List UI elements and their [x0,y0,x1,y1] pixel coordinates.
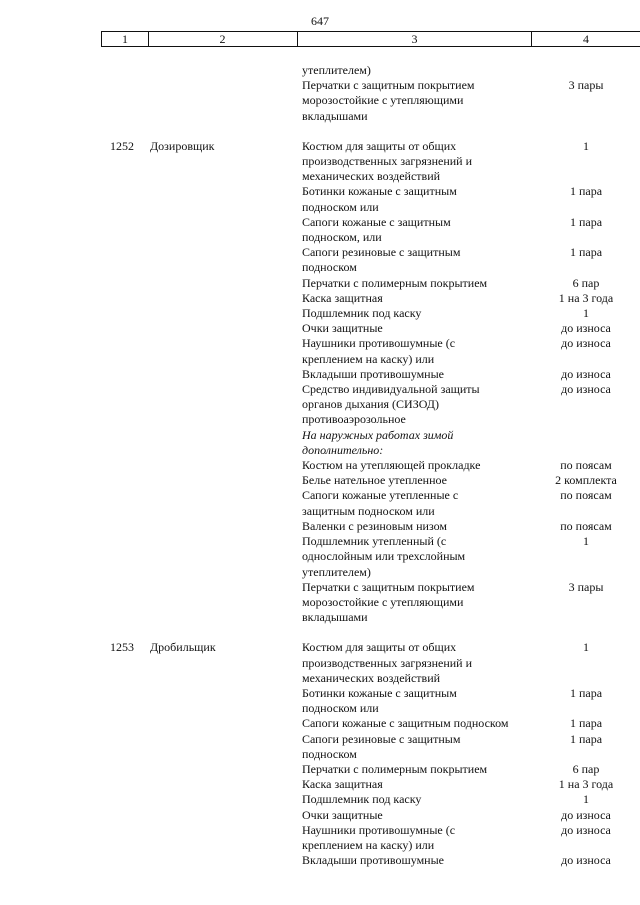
equipment-item: утеплителем) [302,63,371,77]
issue-norm: 1 пара [569,731,603,746]
table-row [0,428,640,458]
profession-name: Дробильщик [150,640,216,655]
table-row [0,367,640,382]
issue-norm: 3 пары [568,78,604,93]
table-row [0,823,640,853]
table-row [0,184,640,214]
table-row [0,473,640,488]
table-row [0,808,640,823]
table-row [0,580,640,626]
table-row [0,853,640,868]
issue-norm: 1 пара [569,685,603,700]
equipment-item: Ботинки кожаные с защитным подноском или [302,184,457,214]
table-row [0,488,640,518]
equipment-item: Каска защитная [302,777,383,792]
table-header [101,31,640,47]
table-body [0,63,640,868]
table-row [0,640,640,686]
table-row [0,534,640,580]
equipment-item: Подшлемник под каску [302,306,422,321]
table-row [0,306,640,321]
equipment-item: Очки защитные [302,807,383,822]
header-col-1: 1 [101,32,149,46]
equipment-item: Костюм для защиты от общих производственных загрязнений и механических воздействий [302,138,473,184]
table-row [0,519,640,534]
issue-norm: 6 пар [572,275,600,290]
equipment-item: Сапоги резиновые с защитным подноском [302,245,461,275]
issue-norm: 1 [583,640,589,655]
table-row [0,762,640,777]
table-row [0,458,640,473]
table-row [0,63,640,78]
equipment-item: Наушники противошумные (с креплением на каску) или [302,822,456,852]
table-row [0,777,640,792]
equipment-item: Сапоги кожаные утепленные с защитным подноском или [302,488,459,518]
issue-norm: по поясам [560,488,612,503]
issue-norm: до износа [561,321,611,336]
table-row [0,732,640,762]
equipment-item: Очки защитные [302,321,383,336]
table-row [0,382,640,428]
issue-norm: 3 пары [568,579,604,594]
table-row [0,336,640,366]
issue-norm: до износа [561,822,611,837]
issue-norm: 2 комплекта [555,473,617,488]
equipment-item: Перчатки с защитным покрытием морозостойкие с утепляющими вкладышами [302,78,475,123]
table-row [0,792,640,807]
table-row [0,321,640,336]
equipment-item: Сапоги резиновые с защитным подноском [302,731,461,761]
table-row [0,215,640,245]
issue-norm: 1 [583,792,589,807]
table-row [0,78,640,124]
header-col-2: 2 [148,32,298,46]
issue-norm: 1 [583,138,589,153]
equipment-item: Сапоги кожаные с защитным подноском, или [302,214,451,245]
equipment-item: Перчатки с защитным покрытием морозостойкие с утепляющими вкладышами [302,579,475,625]
equipment-item: На наружных работах зимой дополнительно: [302,427,454,457]
equipment-item: Перчатки с полимерным покрытием [302,275,488,290]
equipment-item: Ботинки кожаные с защитным подноском или [302,685,457,716]
equipment-item: Валенки с резиновым низом [302,518,448,533]
equipment-item: Каска защитная [302,290,383,305]
profession-name: Дозировщик [150,138,215,153]
equipment-item: Белье нательное утепленное [302,473,447,488]
issue-norm: до износа [561,853,611,868]
issue-norm: до износа [561,336,611,351]
row-number: 1252 [110,138,134,153]
issue-norm: 1 пара [569,214,603,229]
equipment-item: Подшлемник под каску [302,792,422,807]
issue-norm: 1 на 3 года [558,777,614,792]
equipment-item: Костюм на утепляющей прокладке [302,458,481,473]
equipment-item: Костюм для защиты от общих производственных загрязнений и механических воздействий [302,640,473,685]
issue-norm: до износа [561,807,611,822]
equipment-item: Перчатки с полимерным покрытием [302,761,488,776]
table-row [0,686,640,716]
issue-norm: 6 пар [572,761,600,776]
issue-norm: 1 пара [569,245,603,260]
issue-norm: по поясам [560,458,612,473]
issue-norm: по поясам [560,518,612,533]
header-col-4: 4 [583,32,589,46]
equipment-item: Вкладыши противошумные [302,853,444,868]
row-number: 1253 [110,640,134,655]
issue-norm: до износа [561,366,611,381]
equipment-item: Наушники противошумные (с креплением на каску) или [302,336,456,366]
table-row [0,245,640,275]
header-col-3: 3 [298,32,532,46]
equipment-item: Подшлемник утепленный (с однослойным или трехслойным утеплителем) [302,534,466,579]
issue-norm: 1 на 3 года [558,290,614,305]
issue-norm: 1 [583,306,589,321]
page-number: 647 [311,14,329,28]
table-row [0,716,640,731]
issue-norm: 1 пара [569,716,603,731]
table-row [0,276,640,291]
issue-norm: до износа [561,382,611,397]
table-row [0,139,640,185]
issue-norm: 1 [583,534,589,549]
table-row [0,291,640,306]
issue-norm: 1 пара [569,184,603,199]
equipment-item: Вкладыши противошумные [302,366,444,381]
equipment-item: Средство индивидуальной защиты органов дыхания (СИЗОД) противоаэрозольное [302,382,480,427]
equipment-item: Сапоги кожаные с защитным подноском [302,716,509,731]
